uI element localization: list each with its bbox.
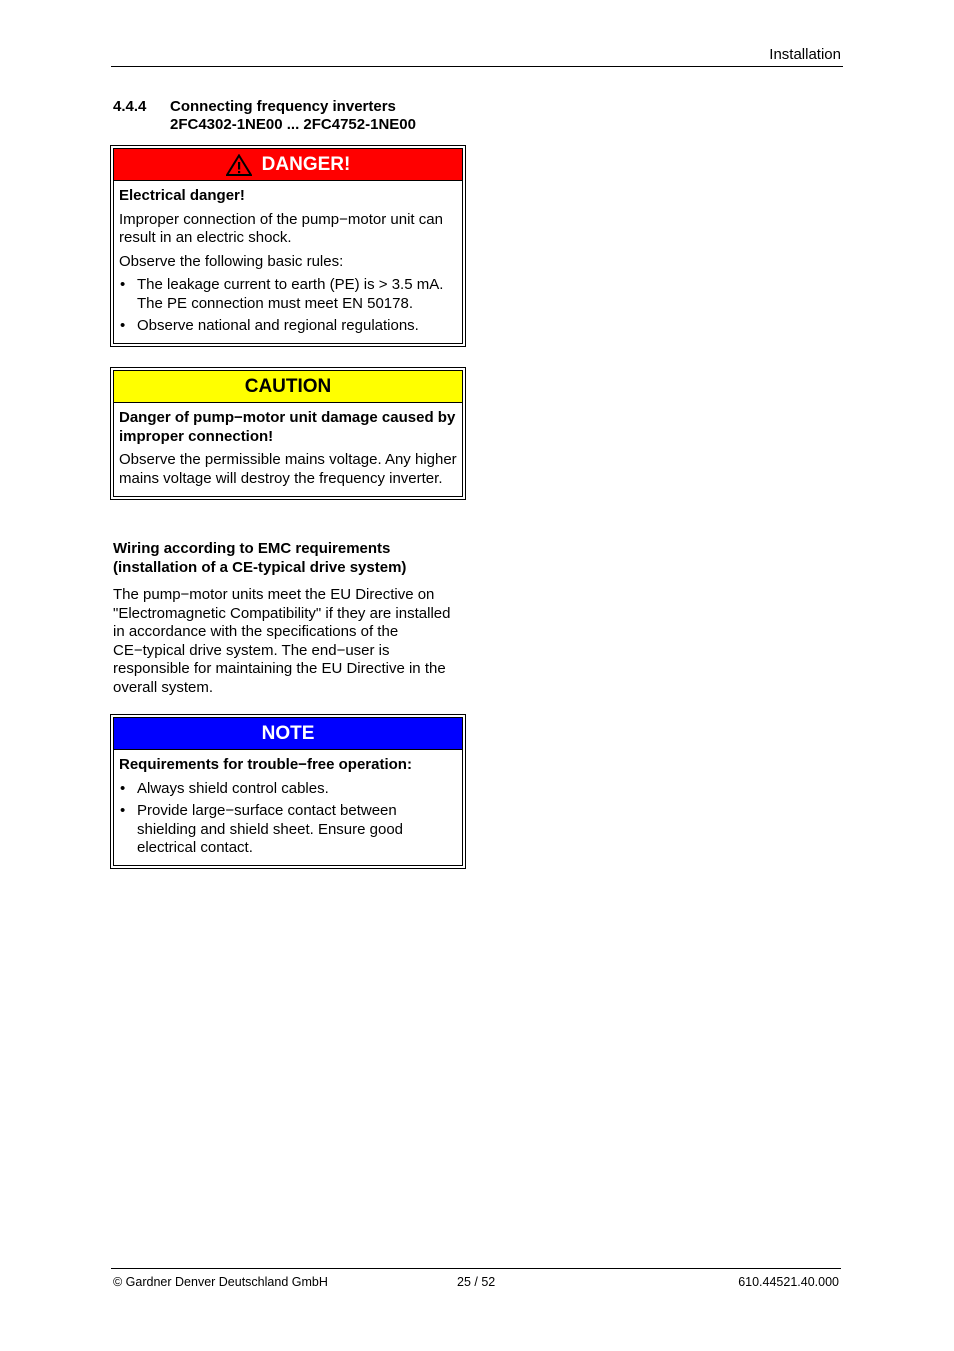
caution-title: CAUTION [244, 375, 332, 397]
danger-subtitle: Electrical danger! [119, 187, 245, 204]
warning-triangle-icon [226, 154, 252, 176]
danger-paragraph-2: Observe the following basic rules: [119, 252, 344, 270]
danger-bullet-list [119, 276, 457, 336]
caution-paragraph-1: Observe the permissible mains voltage. Any higher mains voltage will destroy the frequency inverter. [119, 451, 457, 487]
note-title-bar [114, 718, 462, 750]
danger-title: DANGER! [261, 153, 351, 175]
wiring-heading [113, 540, 406, 577]
caution-subtitle: Danger of pump−motor unit damage caused by improper connection! [119, 409, 456, 445]
footer-document-number: 610.44521.40.000 [738, 1275, 839, 1289]
note-bullet-list [119, 780, 457, 858]
section-title-line1: Connecting frequency inverters [170, 98, 396, 115]
note-box [110, 714, 466, 869]
header-rule [111, 66, 843, 67]
footer-rule [111, 1268, 841, 1269]
running-header: Installation [769, 46, 841, 63]
section-title-line2: 2FC4302-1NE00 ... 2FC4752-1NE00 [170, 116, 416, 133]
wiring-paragraph: The pump−motor units meet the EU Directive on "Electromagnetic Compatibility" if they are installed in accordance with the specifications of the CE−typical drive system. The end−user is responsible for maintaining the EU Directive in the overall system. [113, 586, 451, 696]
section-heading [113, 98, 416, 134]
note-subtitle: Requirements for trouble−free operation: [119, 756, 412, 773]
wiring-heading-line2: (installation of a CE-typical drive system) [113, 558, 407, 576]
list-item: • Always shield control cables. [119, 780, 457, 799]
caution-box [110, 367, 466, 500]
footer-copyright: © Gardner Denver Deutschland GmbH [113, 1275, 328, 1289]
danger-title-bar [114, 149, 462, 181]
note-title: NOTE [261, 722, 315, 744]
caution-title-bar [114, 371, 462, 403]
danger-box [110, 145, 466, 347]
list-item: • Provide large−surface contact between shielding and shield sheet. Ensure good electrical contact. [119, 802, 457, 858]
footer-page-number: 25 / 52 [457, 1275, 496, 1289]
wiring-heading-line1: Wiring according to EMC requirements [113, 540, 391, 557]
section-number: 4.4.4 [113, 98, 147, 115]
list-item: • Observe national and regional regulations. [119, 317, 457, 336]
danger-paragraph-1: Improper connection of the pump−motor unit can result in an electric shock. [119, 210, 443, 246]
list-item: • The leakage current to earth (PE) is > 3.5 mA. The PE connection must meet EN 50178. [119, 276, 457, 313]
